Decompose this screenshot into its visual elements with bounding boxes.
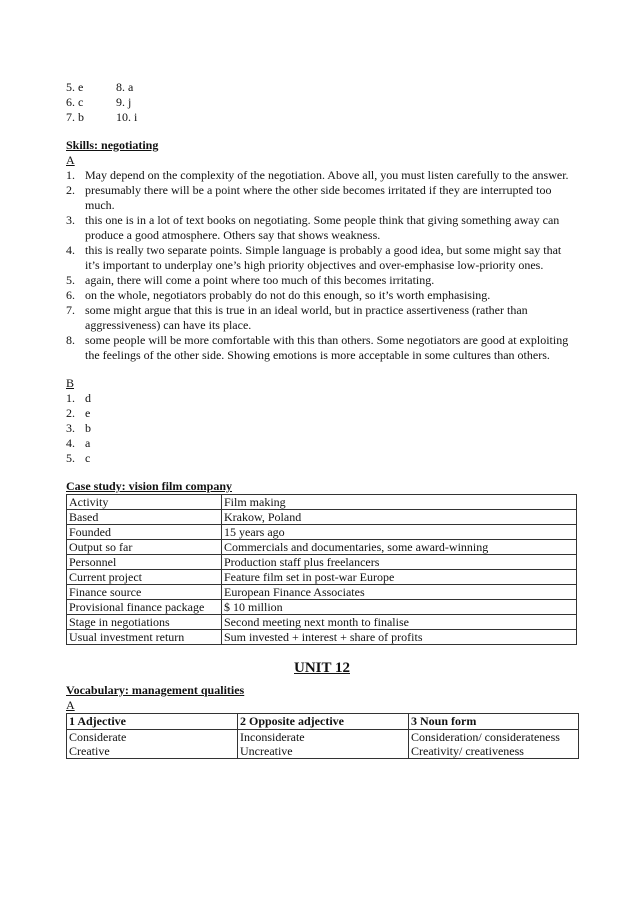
- list-item: 7. some might argue that this is true in an ideal world, but in practice assertiveness (rather than aggressiveness) can have its place.: [66, 303, 528, 332]
- answer-key-grid: [66, 80, 578, 125]
- list-item: 4. this is really two separate points. Simple language is probably a good idea, but some might say that it’s important to underplay one’s high priority objectives and over-emphasise low-priority ones.: [66, 243, 562, 272]
- skills-heading: Skills: negotiating: [66, 138, 159, 152]
- unit-title: UNIT 12: [294, 660, 350, 676]
- table-row: Provisional finance package $ 10 million: [67, 600, 577, 615]
- column-header: 2 Opposite adjective: [238, 714, 409, 730]
- answer-key-cell: 9. j: [116, 95, 132, 109]
- table-header-row: [67, 714, 579, 730]
- column-header: 1 Adjective: [67, 714, 238, 730]
- vocabulary-table: [66, 713, 579, 759]
- list-item: 3. b: [66, 421, 91, 435]
- table-row: Founded 15 years ago: [67, 525, 577, 540]
- list-item: 3. this one is in a lot of text books on negotiating. Some people think that giving something away can produce a good atmosphere. Others say that shows weakness.: [66, 213, 560, 242]
- document-page: [66, 80, 578, 759]
- table-row: Usual investment return Sum invested + interest + share of profits: [67, 630, 577, 645]
- skills-section-b-label: B: [66, 376, 75, 390]
- table-row: Based Krakow, Poland: [67, 510, 577, 525]
- answer-key-cell: 6. c: [66, 95, 84, 109]
- table-row: Stage in negotiations Second meeting next month to finalise: [67, 615, 577, 630]
- table-cell: Creative: [69, 744, 110, 758]
- table-cell: Considerate: [69, 730, 127, 744]
- table-row: [67, 730, 579, 759]
- table-cell: Uncreative: [240, 744, 293, 758]
- list-item: 6. on the whole, negotiators probably do not do this enough, so it’s worth emphasising.: [66, 288, 491, 302]
- table-cell: Consideration/ considerateness: [411, 730, 560, 744]
- list-item: 1. May depend on the complexity of the negotiation. Above all, you must listen carefully to the answer.: [66, 168, 569, 182]
- list-item: 8. some people will be more comfortable with this than others. Some negotiators are good at exploiting the feelings of the other side. Showing emotions is more acceptable in some cultures than others.: [66, 333, 569, 362]
- list-item: 5. again, there will come a point where too much of this becomes irritating.: [66, 273, 435, 287]
- table-row: Activity Film making: [67, 495, 577, 510]
- answer-key-cell: 5. e: [66, 80, 84, 94]
- case-study-table: [66, 494, 577, 645]
- answer-key-cell: 10. i: [116, 110, 138, 124]
- vocabulary-section-a-label: A: [66, 698, 75, 712]
- table-row: Finance source European Finance Associates: [67, 585, 577, 600]
- skills-section-a-label: A: [66, 153, 75, 167]
- answer-key-cell: 7. b: [66, 110, 84, 124]
- list-item: 2. e: [66, 406, 91, 420]
- list-item: 4. a: [66, 436, 91, 450]
- case-study-heading: Case study: vision film company: [66, 479, 233, 493]
- table-row: Current project Feature film set in post-war Europe: [67, 570, 577, 585]
- table-cell: Inconsiderate: [240, 730, 305, 744]
- table-cell: Creativity/ creativeness: [411, 744, 524, 758]
- answer-key-cell: 8. a: [116, 80, 134, 94]
- table-row: Output so far Commercials and documentaries, some award-winning: [67, 540, 577, 555]
- column-header: 3 Noun form: [409, 714, 579, 730]
- list-item: 5. c: [66, 451, 91, 465]
- skills-list-b: [66, 391, 578, 466]
- list-item: 1. d: [66, 391, 91, 405]
- vocabulary-heading: Vocabulary: management qualities: [66, 683, 245, 697]
- table-row: Personnel Production staff plus freelancers: [67, 555, 577, 570]
- list-item: 2. presumably there will be a point where the other side becomes irritated if they are interrupted too much.: [66, 183, 552, 212]
- skills-list-a: [66, 168, 578, 363]
